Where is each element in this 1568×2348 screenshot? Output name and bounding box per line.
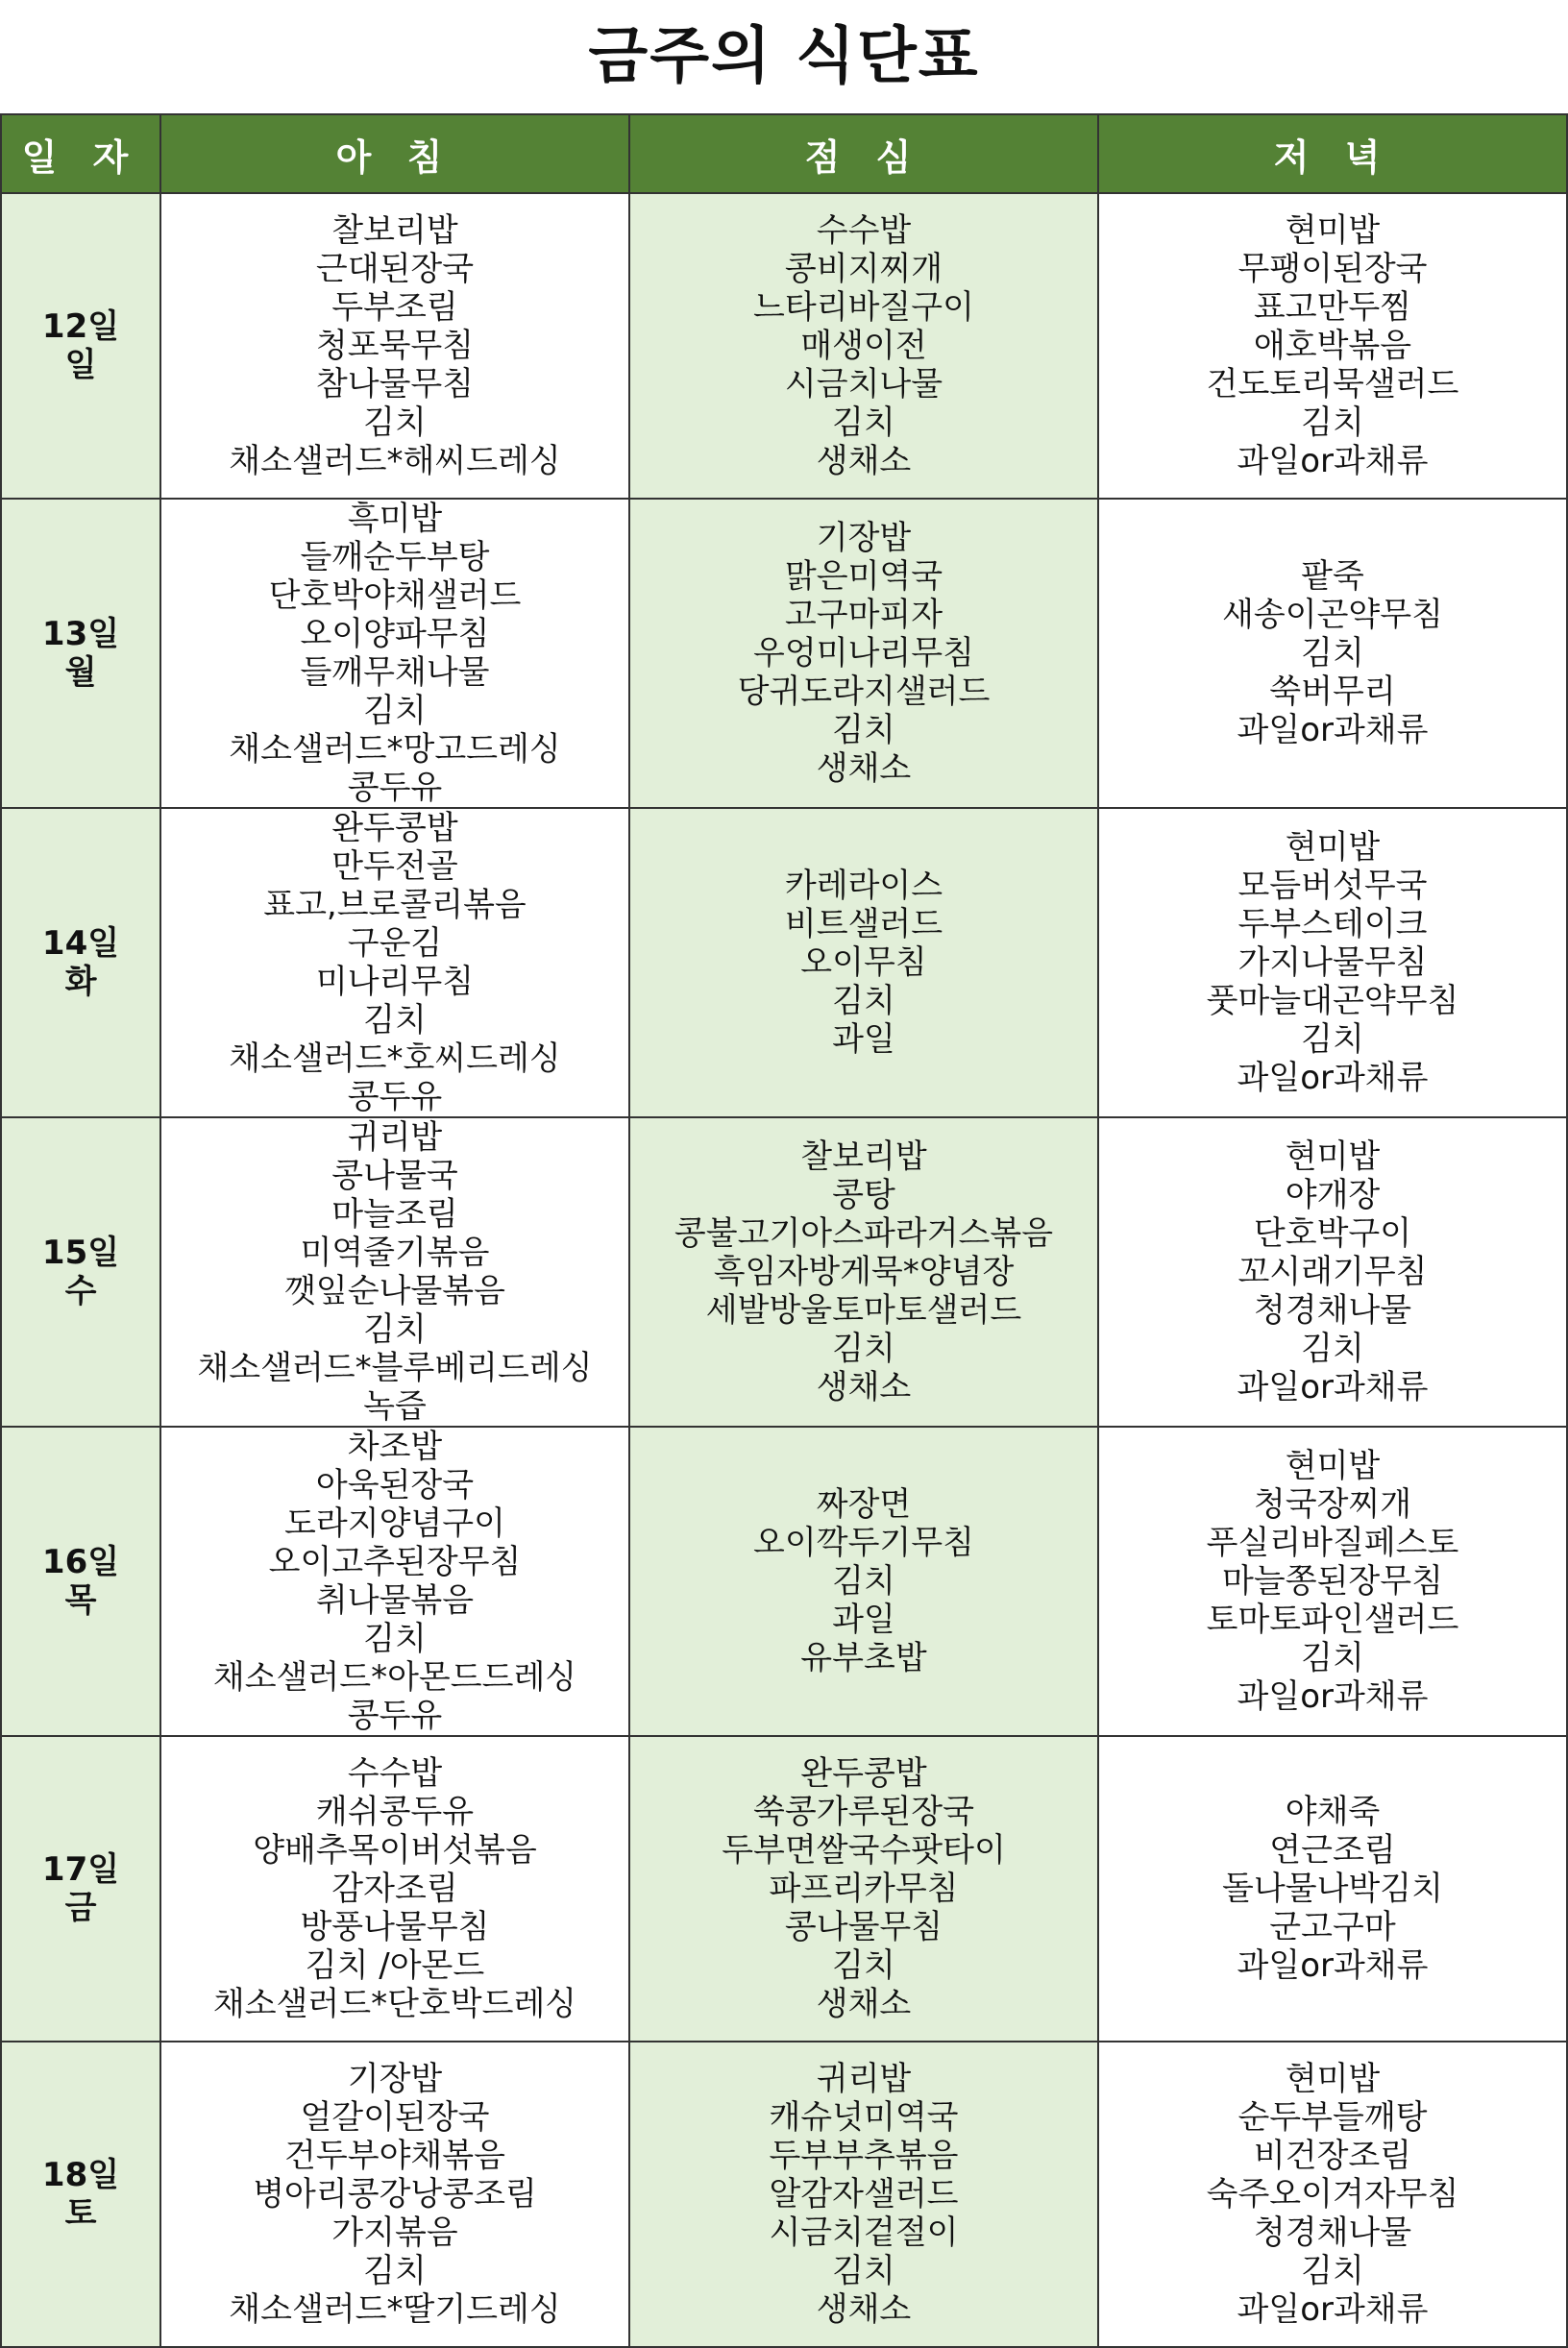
menu-item: 오이양파무침 [300, 615, 490, 653]
menu-item: 쑥버무리 [1269, 673, 1396, 711]
lunch-cell [629, 193, 1098, 499]
menu-item: 푸실리바질페스토 [1206, 1524, 1459, 1562]
menu-item: 근대된장국 [315, 250, 475, 288]
menu-item: 김치 [832, 711, 895, 749]
day-row [1, 1427, 1567, 1736]
menu-item: 숙주오이겨자무침 [1206, 2175, 1459, 2213]
menu-item: 완두콩밥 [331, 809, 458, 847]
menu-item: 캐슈넛미역국 [769, 2098, 959, 2137]
page-title: 금주의 식단표 [588, 20, 980, 92]
date-weekday: 수 [64, 1272, 97, 1310]
menu-item: 매생이전 [800, 327, 927, 365]
menu-item: 김치 [363, 404, 427, 442]
menu-item: 김치 [832, 982, 895, 1020]
menu-item: 팥죽 [1301, 557, 1364, 596]
menu-item: 찰보리밥 [331, 211, 458, 250]
date-weekday: 일 [64, 346, 97, 384]
menu-item: 청경채나물 [1253, 1291, 1412, 1330]
breakfast-cell [160, 1117, 629, 1427]
menu-item: 차조밥 [347, 1428, 443, 1466]
header-lunch: 점 심 [629, 114, 1098, 193]
menu-item: 생채소 [816, 1368, 912, 1406]
menu-item: 청경채나물 [1253, 2213, 1412, 2252]
menu-item: 김치 [363, 2252, 427, 2290]
menu-item: 느타리바질구이 [753, 288, 974, 327]
menu-item: 취나물볶음 [315, 1581, 475, 1620]
menu-item: 채소샐러드*망고드레싱 [229, 730, 561, 769]
menu-item: 단호박구이 [1253, 1214, 1412, 1253]
menu-item: 두부스테이크 [1237, 905, 1428, 943]
header-dinner: 저 녁 [1098, 114, 1567, 193]
lunch-cell [629, 1736, 1098, 2042]
date-cell [1, 2042, 160, 2347]
menu-item: 청포묵무침 [315, 327, 475, 365]
menu-item: 표고,브로콜리볶음 [263, 886, 527, 924]
menu-item: 과일 [832, 1601, 895, 1639]
menu-item: 맑은미역국 [784, 557, 943, 596]
header-row [1, 114, 1567, 193]
menu-item: 채소샐러드*해씨드레싱 [229, 442, 561, 480]
menu-item: 알감자샐러드 [769, 2175, 959, 2213]
menu-item: 야개장 [1285, 1176, 1381, 1214]
menu-item: 김치 [832, 404, 895, 442]
menu-item: 과일or과채류 [1237, 1059, 1429, 1097]
menu-item: 현미밥 [1285, 2060, 1381, 2098]
menu-item: 김치 [363, 692, 427, 730]
dinner-cell [1098, 193, 1567, 499]
menu-item: 김치 [1301, 1639, 1364, 1677]
header-breakfast: 아 침 [160, 114, 629, 193]
menu-item: 당귀도라지샐러드 [737, 673, 991, 711]
menu-item: 현미밥 [1285, 1137, 1381, 1176]
menu-item: 채소샐러드*아몬드드레싱 [212, 1658, 577, 1697]
menu-item: 오이고추된장무침 [268, 1543, 522, 1581]
menu-item: 애호박볶음 [1253, 327, 1412, 365]
menu-item: 김치 [1301, 1020, 1364, 1059]
lunch-cell [629, 808, 1098, 1117]
menu-item: 가지나물무침 [1237, 943, 1428, 982]
date-cell [1, 499, 160, 808]
menu-item: 현미밥 [1285, 828, 1381, 867]
date-day: 14일 [41, 924, 120, 963]
menu-item: 김치 [363, 1310, 427, 1349]
menu-item: 콩두유 [347, 1697, 443, 1735]
menu-item: 과일or과채류 [1237, 442, 1429, 480]
menu-item: 김치 [832, 1946, 895, 1985]
menu-item: 생채소 [816, 1985, 912, 2023]
menu-item: 짜장면 [816, 1485, 912, 1524]
menu-item: 채소샐러드*단호박드레싱 [212, 1985, 577, 2023]
menu-item: 풋마늘대곤약무침 [1206, 982, 1459, 1020]
dinner-cell [1098, 2042, 1567, 2347]
date-cell [1, 1117, 160, 1427]
menu-item: 생채소 [816, 442, 912, 480]
lunch-cell [629, 499, 1098, 808]
menu-item: 건두부야채볶음 [284, 2137, 505, 2175]
menu-item: 과일or과채류 [1237, 1368, 1429, 1406]
lunch-cell [629, 1117, 1098, 1427]
menu-item: 콩두유 [347, 769, 443, 807]
date-cell [1, 193, 160, 499]
menu-item: 과일or과채류 [1237, 1946, 1429, 1985]
date-cell [1, 1736, 160, 2042]
date-weekday: 금 [64, 1889, 97, 1927]
menu-item: 김치 [363, 1001, 427, 1039]
menu-item: 김치 [1301, 404, 1364, 442]
date-day: 13일 [41, 615, 120, 653]
menu-item: 현미밥 [1285, 1447, 1381, 1485]
menu-item: 아욱된장국 [315, 1466, 475, 1504]
menu-item: 두부조림 [331, 288, 458, 327]
menu-item: 가지볶음 [331, 2213, 458, 2252]
date-weekday: 월 [64, 653, 97, 692]
menu-item: 새송이곤약무침 [1222, 596, 1443, 634]
menu-item: 방풍나물무침 [300, 1908, 490, 1946]
menu-item: 청국장찌개 [1253, 1485, 1412, 1524]
menu-item: 우엉미나리무침 [753, 634, 974, 673]
menu-item: 순두부들깨탕 [1237, 2098, 1428, 2137]
menu-item: 병아리콩강낭콩조림 [253, 2175, 537, 2213]
day-row [1, 193, 1567, 499]
breakfast-cell [160, 808, 629, 1117]
menu-table [0, 113, 1568, 2348]
menu-item: 기장밥 [816, 519, 912, 557]
breakfast-cell [160, 193, 629, 499]
date-day: 18일 [41, 2156, 120, 2194]
menu-item: 채소샐러드*호씨드레싱 [229, 1039, 561, 1078]
menu-item: 캐쉬콩두유 [315, 1793, 475, 1831]
menu-item: 김치 [832, 1562, 895, 1601]
menu-item: 콩비지찌개 [784, 250, 943, 288]
menu-item: 현미밥 [1285, 211, 1381, 250]
menu-item: 김치 [1301, 2252, 1364, 2290]
menu-item: 만두전골 [331, 847, 458, 886]
dinner-cell [1098, 499, 1567, 808]
date-cell [1, 808, 160, 1117]
menu-item: 콩두유 [347, 1078, 443, 1116]
menu-item: 연근조림 [1269, 1831, 1396, 1870]
menu-item: 콩나물국 [331, 1157, 458, 1195]
dinner-cell [1098, 1736, 1567, 2042]
menu-item: 비건장조림 [1253, 2137, 1412, 2175]
day-row [1, 1117, 1567, 1427]
menu-item: 김치 [832, 2252, 895, 2290]
lunch-cell [629, 1427, 1098, 1736]
breakfast-cell [160, 1736, 629, 2042]
menu-item: 콩나물무침 [784, 1908, 943, 1946]
menu-item: 도라지양념구이 [284, 1504, 505, 1543]
menu-item: 수수밥 [347, 1754, 443, 1793]
menu-item: 고구마피자 [784, 596, 943, 634]
menu-item: 오이깍두기무침 [753, 1524, 974, 1562]
menu-item: 비트샐러드 [784, 905, 943, 943]
menu-item: 생채소 [816, 2290, 912, 2329]
lunch-cell [629, 2042, 1098, 2347]
menu-item: 두부면쌀국수팟타이 [722, 1831, 1006, 1870]
menu-item: 꼬시래기무침 [1237, 1253, 1428, 1291]
menu-item: 쑥콩가루된장국 [753, 1793, 974, 1831]
menu-item: 흑임자방게묵*양념장 [713, 1253, 1015, 1291]
menu-item: 세발방울토마토샐러드 [705, 1291, 1022, 1330]
breakfast-cell [160, 2042, 629, 2347]
menu-item: 생채소 [816, 749, 912, 788]
menu-item: 표고만두찜 [1253, 288, 1412, 327]
menu-item: 모듬버섯무국 [1237, 867, 1428, 905]
menu-item: 마늘조림 [331, 1195, 458, 1234]
menu-item: 카레라이스 [784, 867, 943, 905]
menu-item: 귀리밥 [347, 1118, 443, 1157]
menu-item: 무팽이된장국 [1237, 250, 1428, 288]
menu-item: 과일 [832, 1020, 895, 1059]
menu-item: 시금치겉절이 [769, 2213, 959, 2252]
menu-item: 김치 [832, 1330, 895, 1368]
menu-item: 시금치나물 [784, 365, 943, 404]
menu-item: 김치 [1301, 1330, 1364, 1368]
date-weekday: 토 [64, 2194, 97, 2233]
menu-item: 토마토파인샐러드 [1206, 1601, 1459, 1639]
menu-item: 김치 /아몬드 [305, 1946, 485, 1985]
menu-item: 유부초밥 [800, 1639, 927, 1677]
dinner-cell [1098, 808, 1567, 1117]
date-day: 16일 [41, 1543, 120, 1581]
menu-item: 참나물무침 [315, 365, 475, 404]
menu-item: 흑미밥 [347, 500, 443, 538]
menu-item: 깻잎순나물볶음 [284, 1272, 505, 1310]
menu-item: 파프리카무침 [769, 1870, 959, 1908]
menu-item: 기장밥 [347, 2060, 443, 2098]
date-day: 15일 [41, 1234, 120, 1272]
menu-item: 과일or과채류 [1237, 711, 1429, 749]
date-weekday: 화 [64, 963, 97, 1001]
day-row [1, 808, 1567, 1117]
header-date: 일 자 [1, 114, 160, 193]
menu-item: 구운김 [347, 924, 443, 963]
menu-item: 녹즙 [363, 1387, 427, 1426]
menu-item: 단호박야채샐러드 [268, 576, 522, 615]
menu-item: 들깨순두부탕 [300, 538, 490, 576]
breakfast-cell [160, 499, 629, 808]
menu-item: 양배추목이버섯볶음 [253, 1831, 537, 1870]
date-weekday: 목 [64, 1581, 97, 1620]
menu-item: 콩탕 [832, 1176, 895, 1214]
day-row [1, 1736, 1567, 2042]
menu-item: 얼갈이된장국 [300, 2098, 490, 2137]
day-row [1, 499, 1567, 808]
dinner-cell [1098, 1117, 1567, 1427]
menu-item: 귀리밥 [816, 2060, 912, 2098]
menu-item: 완두콩밥 [800, 1754, 927, 1793]
menu-item: 돌나물나박김치 [1222, 1870, 1443, 1908]
menu-item: 콩불고기아스파라거스볶음 [674, 1214, 1054, 1253]
day-row [1, 2042, 1567, 2347]
menu-item: 채소샐러드*블루베리드레싱 [197, 1349, 593, 1387]
dinner-cell [1098, 1427, 1567, 1736]
menu-item: 김치 [363, 1620, 427, 1658]
menu-item: 과일or과채류 [1237, 2290, 1429, 2329]
menu-item: 오이무침 [800, 943, 927, 982]
menu-body [1, 193, 1567, 2347]
menu-item: 미나리무침 [315, 963, 475, 1001]
menu-item: 찰보리밥 [800, 1137, 927, 1176]
breakfast-cell [160, 1427, 629, 1736]
menu-item: 김치 [1301, 634, 1364, 673]
menu-item: 감자조림 [331, 1870, 458, 1908]
menu-item: 두부부추볶음 [769, 2137, 959, 2175]
date-day: 12일 [41, 307, 120, 346]
menu-item: 마늘쫑된장무침 [1222, 1562, 1443, 1601]
date-cell [1, 1427, 160, 1736]
menu-item: 건도토리묵샐러드 [1206, 365, 1459, 404]
menu-item: 야채죽 [1285, 1793, 1381, 1831]
menu-item: 미역줄기볶음 [300, 1234, 490, 1272]
menu-item: 과일or과채류 [1237, 1677, 1429, 1716]
menu-item: 군고구마 [1269, 1908, 1396, 1946]
menu-item: 들깨무채나물 [300, 653, 490, 692]
date-day: 17일 [41, 1850, 120, 1889]
menu-item: 채소샐러드*딸기드레싱 [229, 2290, 561, 2329]
menu-item: 수수밥 [816, 211, 912, 250]
